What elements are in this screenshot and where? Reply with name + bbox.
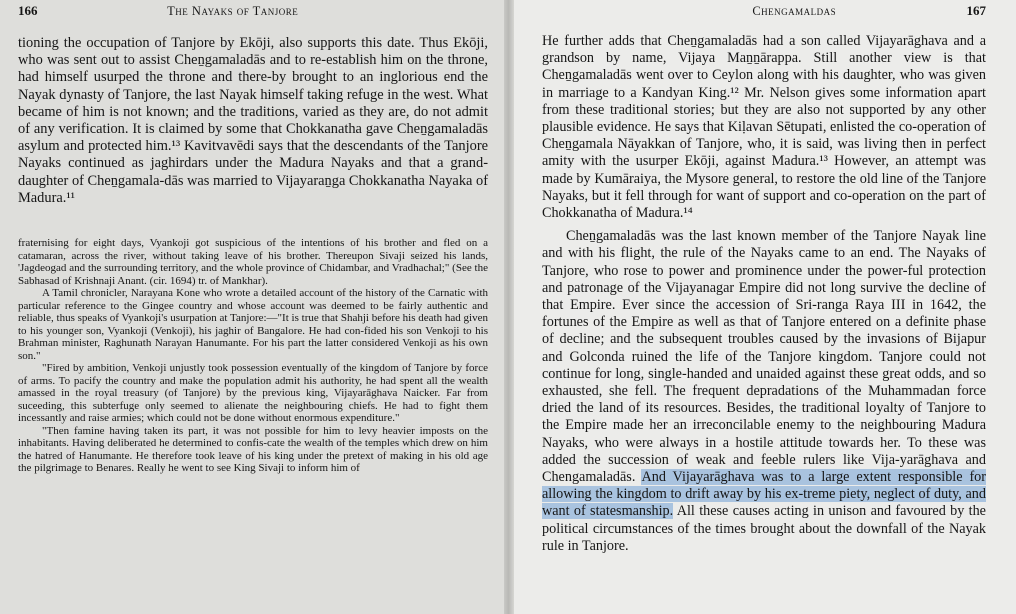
left-main-text: tioning the occupation of Tanjore by Ekōji, also supports this date. Thus Ekōji, who was sent out to assist Cheṉgamaladās and to re-establish him on the throne, had himself usurped the throne and there-by brought to an inglorious end the Nayak dynasty of Tanjore, the last Nayak himself taking refuge in the west. What became of him is not known; and the traditions, varied as they are, do not admit of any verification. It is claimed by some that Chokkanatha gave Cheṉgamaladās asylum and protected him.¹³ Kavitvavēdi says that the descendants of the Tanjore Nayaks continued as jaghirdars under the Madura Nayaks and that a grand-daughter of Cheṉgamala-dās was married to Vijayaraṉga Chokkanatha Nayaka of Madura.¹¹ — [18, 35, 488, 206]
right-running-title: Chengamaldas — [752, 4, 837, 18]
footnote-paragraph: fraternising for eight days, Vyankoji got suspicious of the intentions of his brother and fled on a catamaran, across the river, without taking leave of his brother. Thereupon Sivaji seized his lands, 'Jagdeogad and the surrounding territory, and the whole province of Chidambar, and Vradhachal;" (See the Sabhasad of Krishnaji Anant. (cir. 1694) tr. of Mankhar). — [18, 237, 488, 287]
left-running-title: The Nayaks of Tanjore — [167, 4, 299, 18]
paragraph-2-text-end: All these causes acting in unison and favoured by the political circumstances of the times brought about the downfall of the Nayak rule in Tanjore. — [542, 503, 986, 554]
book-gutter — [504, 0, 514, 614]
left-running-head — [18, 3, 488, 25]
right-paragraph-2 — [542, 228, 986, 555]
highlighted-text-selection[interactable]: And Vijayarāghava was to a large extent responsible for allowing the kingdom to drift away by his ex-treme piety, neglect of duty, and want of statesmanship. — [542, 469, 986, 520]
left-page-number: 166 — [18, 3, 38, 18]
footnote-paragraph: "Then famine having taken its part, it was not possible for him to levy heavier imposts on the inhabitants. Having deliberated he determined to confis-cate the wealth of the temples which drew on him the hatred of Hanumante. He therefore took leave of his king under the pretext of making in his old age the pilgrimage to Benares. Really he went to see King Sivaji to inform him of — [18, 424, 488, 475]
paragraph-2-text: Cheṉgamaladās was the last known member of the Tanjore Nayak line and with his flight, the rule of the Nayaks came to an end. The Nayaks of Tanjore, who rose to power and prominence under the power-ful protection and patronage of the Vijayanagar Empire did not long survive the decline of that Empire. Ever since the accession of Sri-ranga Raya III in 1642, the fortunes of the Empire as well as that of Tanjore entered on a definite phase of decline; and the subsequent troubles caused by the invasions of Bijapur and Golconda ruined the life of the Tanjore kingdom. Tanjore could not continue for long, single-handed and unaided against these great odds, and so exhausted, she fell. The frequent depradations of the Muhammadan force dried the land of its resources. Besides, the traditional loyalty of Tanjore to the Empire made her an irreconcilable enemy to the neighbouring Madura Nayaks, who were always in a hostile attitude towards her. To these was added the succession of weak and feeble rulers like Vija-yarāghava and Chengamaladās. — [542, 228, 986, 486]
footnote-paragraph: A Tamil chronicler, Narayana Kone who wrote a detailed account of the history of the Carnatic with particular reference to the Gingee country and whose account was deemed to be fairly authentic and reliable, thus speaks of Vyankoji's usurpation at Tanjore:—"It is true that Shahji before his death had given to his younger son, Vyankoji (Venkoji), his jaghir of Bangalore. He had con-fided his son Venkoji to his Brahman minister, Raghunath Narayan Hanumante. For his part the latter considered Venkoji as his own son." — [18, 287, 488, 362]
left-footnotes — [18, 237, 488, 475]
right-paragraph-1: He further adds that Cheṉgamaladās had a son called Vijayarāghava and a grandson by name, Vijaya Maṉṉārappa. Still another view is that Cheṉgamaladās went over to Ceylon along with his daughter, who was given in marriage to a Kandyan King.¹² Mr. Nelson gives some information apart from these traditional stories; but they are also not supported by any other plausible evidence. He says that Kiḷavan Sētupati, enlisted the co-operation of Cheṉgamala Nāyakkan of Tanjore, who, it is said, was living then in perfect amity with the usurper Ekōji, against Madura.¹³ However, an attempt was made by Kumāraiya, the Mysore general, to restore the old line of the Tanjore Nayaks, but it fell through for want of support and co-operation on the part of Chokkanatha of Madura.¹⁴ — [542, 33, 986, 222]
right-page — [508, 0, 1016, 614]
right-running-head — [542, 3, 986, 25]
right-page-number: 167 — [966, 3, 986, 18]
footnote-paragraph: "Fired by ambition, Venkoji unjustly took possession eventually of the kingdom of Tanjore by force of arms. To pacify the country and make the population admit his authority, he had spent all the wealth amassed in the royal treasury (of Tanjore) by the previous king, Vijayarāghava Naicker. Far from suceeding, this subterfuge only seemed to alienate the neighbouring chiefs. He had to fight them incessantly and raise armies; which could not be done without enormous expenditure." — [18, 362, 488, 425]
